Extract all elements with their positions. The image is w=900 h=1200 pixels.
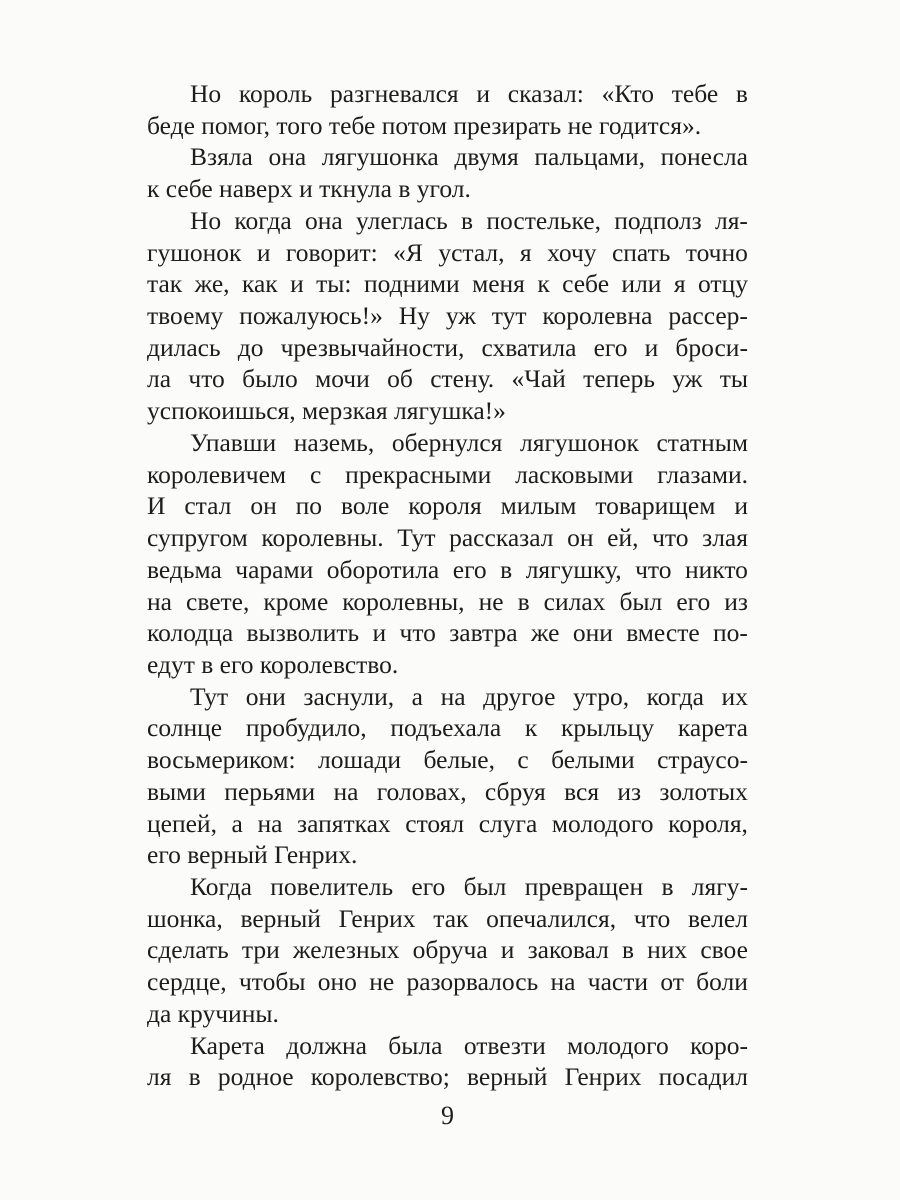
word: об [387, 364, 413, 394]
text-line [147, 300, 748, 332]
word: на [440, 681, 466, 711]
word: же [530, 618, 560, 648]
word: к [524, 713, 538, 743]
word: белые, [423, 745, 495, 775]
text-line [147, 586, 748, 618]
word: статным [656, 427, 748, 457]
word: я [519, 237, 532, 267]
word: вызволить [246, 618, 360, 648]
word: обернулся [391, 427, 503, 457]
word: она [268, 142, 307, 172]
word: сказал: [507, 79, 584, 108]
word: заснули, [303, 681, 395, 711]
word: восьмериком: [147, 745, 296, 775]
word: белыми [551, 745, 635, 775]
word: броси- [675, 332, 748, 362]
word: Тут [190, 681, 229, 711]
word: уж [445, 301, 476, 331]
word: отвезти [463, 1030, 546, 1060]
word: страусо- [657, 745, 748, 775]
word: короля [408, 491, 482, 521]
word: устал, [438, 237, 505, 267]
word: лягушку, [525, 554, 622, 584]
word: свое [700, 935, 748, 965]
word: наземь, [293, 427, 375, 457]
word: и [644, 332, 659, 362]
word: пожалуюсь!» [239, 301, 383, 331]
word: он [250, 491, 277, 521]
word: милым [500, 491, 577, 521]
word: сердце, [147, 967, 227, 997]
text-line [147, 363, 748, 395]
text-line [147, 808, 748, 840]
text-line [147, 712, 748, 744]
word: теперь [583, 364, 655, 394]
word: Тут [397, 523, 436, 553]
paragraph [147, 427, 748, 681]
word: в [517, 586, 530, 616]
text-line: его верный Генрих. [147, 840, 358, 870]
word: Генрих [564, 1062, 642, 1092]
word: чтобы [238, 967, 306, 997]
word: железных [292, 935, 400, 965]
text-line [147, 1061, 748, 1093]
word: Упавши [190, 427, 277, 457]
word: твоему [147, 301, 224, 331]
word: Карета [190, 1030, 265, 1060]
text-line [147, 554, 748, 586]
word: утро, [573, 681, 630, 711]
word: стоял [405, 808, 465, 838]
word: обруча [412, 935, 488, 965]
text-line [147, 776, 748, 808]
word: и [500, 935, 515, 965]
word: король [238, 79, 313, 108]
word: он [567, 523, 594, 553]
word: лошади [318, 745, 402, 775]
word: его [593, 332, 628, 362]
word: был [619, 586, 663, 616]
word: супругом [147, 523, 248, 553]
word: по [295, 491, 323, 521]
word: «Чай [511, 364, 566, 394]
word: посадил [658, 1062, 748, 1092]
word: и [476, 79, 491, 108]
word: королевство; [310, 1062, 450, 1092]
word: ты [719, 364, 748, 394]
word: воле [340, 491, 390, 521]
word: другое [483, 681, 556, 711]
word: лягушонка [321, 142, 439, 172]
word: уж [672, 364, 703, 394]
word: товарищем [595, 491, 716, 521]
word: а [231, 808, 243, 838]
word: лягушонок [520, 427, 639, 457]
word: никто [685, 554, 748, 584]
word: по- [713, 618, 748, 648]
word: части [587, 967, 649, 997]
word: «Я [393, 237, 423, 267]
word: она [305, 205, 343, 235]
word: как [241, 269, 278, 299]
word: рассер- [668, 301, 748, 331]
word: улеглась [355, 205, 448, 235]
paragraph [147, 871, 748, 1030]
word: чрезвычайности, [280, 332, 465, 362]
word: верный [467, 1062, 548, 1092]
word: коро- [690, 1030, 748, 1060]
word: злая [702, 523, 748, 553]
word: боли [696, 967, 748, 997]
word: колодца [147, 618, 234, 648]
word: кроме [263, 586, 329, 616]
text-line [147, 332, 748, 364]
word: на [550, 967, 576, 997]
word: головах, [376, 776, 467, 806]
text-line [147, 1030, 748, 1062]
paragraph [147, 205, 748, 427]
word: на [257, 808, 283, 838]
word: тебе [671, 79, 719, 108]
word: подними [363, 269, 460, 299]
word: подъехала [390, 713, 502, 743]
word: превращен [524, 871, 644, 901]
word: и [256, 237, 271, 267]
word: они [245, 681, 286, 711]
word: был [463, 871, 507, 901]
paragraph [147, 681, 748, 871]
word: Генрих [338, 903, 416, 933]
word: что [399, 618, 436, 648]
word: с [517, 745, 529, 775]
word: опечалился, [486, 903, 617, 933]
text-line: беде помог, того тебе потом презирать не годится». [147, 110, 702, 140]
word: три [241, 935, 280, 965]
word: ей, [607, 523, 639, 553]
word: точно [685, 237, 748, 267]
word: стал [184, 491, 232, 521]
text-line [147, 617, 748, 649]
text-line [147, 522, 748, 554]
word: чарами [235, 554, 314, 584]
word: них [647, 935, 688, 965]
word: повелитель [270, 871, 394, 901]
word: подполз [614, 205, 702, 235]
word: королевны, [342, 586, 465, 616]
word: его [411, 871, 446, 901]
word: велел [687, 903, 748, 933]
text-line [147, 459, 748, 491]
word: Но [190, 79, 222, 108]
word: заковал [527, 935, 609, 965]
word: Но [190, 205, 222, 235]
word: оборотила [326, 554, 440, 584]
word: в [461, 205, 474, 235]
word: и [290, 269, 304, 299]
word: молодого [567, 1030, 669, 1060]
word: пробудило, [245, 713, 367, 743]
word: не [369, 967, 395, 997]
word: в [188, 1062, 201, 1092]
word: было [242, 364, 298, 394]
word: молодого [551, 808, 654, 838]
text-line [147, 427, 748, 459]
word: завтра [449, 618, 518, 648]
word: королевичем [147, 459, 287, 489]
word: И [147, 491, 166, 521]
word: до [237, 332, 264, 362]
text-line [147, 903, 748, 935]
word: силах [543, 586, 606, 616]
word: родное [217, 1062, 294, 1092]
word: меня [472, 269, 525, 299]
word: вместе [626, 618, 700, 648]
word: от [660, 967, 684, 997]
text-line: успокоишься, мерзкая лягушка!» [147, 396, 506, 426]
word: была [388, 1030, 443, 1060]
word: понесла [660, 142, 748, 172]
word: Взяла [190, 142, 253, 172]
word: что [188, 364, 225, 394]
word: Когда [190, 871, 252, 901]
word: золотых [659, 776, 748, 806]
word: разгневался [330, 79, 459, 108]
word: гушонок [147, 237, 242, 267]
word: ты: [316, 269, 352, 299]
word: прекрасными [345, 459, 492, 489]
text-line [147, 490, 748, 522]
word: королевны. [261, 523, 384, 553]
word: лягу- [691, 871, 748, 901]
word: или [621, 269, 662, 299]
word: его [452, 554, 487, 584]
word: свете, [186, 586, 250, 616]
word: ласковыми [515, 459, 634, 489]
word: сделать [147, 935, 229, 965]
word: в [661, 871, 674, 901]
word: карета [677, 713, 748, 743]
word: хочу [547, 237, 597, 267]
word: сбруя [484, 776, 546, 806]
word: на [147, 586, 172, 616]
word: же, [194, 269, 230, 299]
word: говорит: [285, 237, 378, 267]
paragraph [147, 78, 748, 141]
word: и [372, 618, 387, 648]
text-line [147, 744, 748, 776]
word: «Кто [601, 79, 654, 108]
word: себе [562, 269, 610, 299]
paragraph [147, 141, 748, 204]
word: я [673, 269, 686, 299]
text-line: едут в его королевство. [147, 649, 399, 679]
word: ла [147, 364, 172, 394]
word: рассказал [449, 523, 554, 553]
page-number: 9 [441, 1101, 454, 1130]
word: спать [611, 237, 671, 267]
word: слуга [478, 808, 538, 838]
word: стену. [430, 364, 495, 394]
word: что [652, 523, 689, 553]
word: их [721, 681, 748, 711]
word: с [309, 459, 322, 489]
word: не [478, 586, 504, 616]
word: постельке, [486, 205, 601, 235]
word: на [333, 776, 359, 806]
word: из [617, 776, 642, 806]
word: они [572, 618, 613, 648]
word: мочи [315, 364, 370, 394]
word: так [147, 269, 183, 299]
word: перьями [224, 776, 316, 806]
word: короля, [668, 808, 748, 838]
text-line [147, 205, 748, 237]
word: в [500, 554, 513, 584]
word: солнце [147, 713, 223, 743]
word: пальцами, [534, 142, 646, 172]
word: когда [234, 205, 292, 235]
text-line: к себе наверх и ткнула в угол. [147, 174, 471, 204]
word: что [633, 903, 671, 933]
word: ведьма [147, 554, 222, 584]
word: верный [240, 903, 321, 933]
word: Ну [398, 301, 430, 331]
text-line [147, 268, 748, 300]
word: глазами. [657, 459, 748, 489]
word: когда [646, 681, 704, 711]
word: что [635, 554, 672, 584]
word: и [734, 491, 748, 521]
word: ля- [714, 205, 748, 235]
word: запятках [297, 808, 391, 838]
word: его [676, 586, 711, 616]
word: разорвалось [406, 967, 539, 997]
text-line [147, 78, 748, 110]
text-line [147, 871, 748, 903]
text-line [147, 966, 748, 998]
word: крыльцу [561, 713, 655, 743]
paragraph [147, 1030, 748, 1093]
word: схватила [481, 332, 577, 362]
word: в [735, 79, 748, 108]
word: так [433, 903, 469, 933]
word: оно [317, 967, 357, 997]
book-page-text [147, 78, 748, 1093]
word: дилась [147, 332, 221, 362]
word: двумя [454, 142, 519, 172]
text-line [147, 141, 748, 173]
word: шонка, [147, 903, 223, 933]
word: отцу [698, 269, 748, 299]
word: выми [147, 776, 206, 806]
text-line: да кручины. [147, 998, 279, 1028]
text-line [147, 934, 748, 966]
word: к [537, 269, 550, 299]
word: вся [564, 776, 600, 806]
text-line [147, 237, 748, 269]
word: должна [286, 1030, 367, 1060]
word: королевна [542, 301, 653, 331]
word: а [411, 681, 423, 711]
word: ля [147, 1062, 172, 1092]
word: тут [491, 301, 527, 331]
text-line [147, 681, 748, 713]
word: в [621, 935, 634, 965]
word: из [724, 586, 748, 616]
word: цепей, [147, 808, 217, 838]
